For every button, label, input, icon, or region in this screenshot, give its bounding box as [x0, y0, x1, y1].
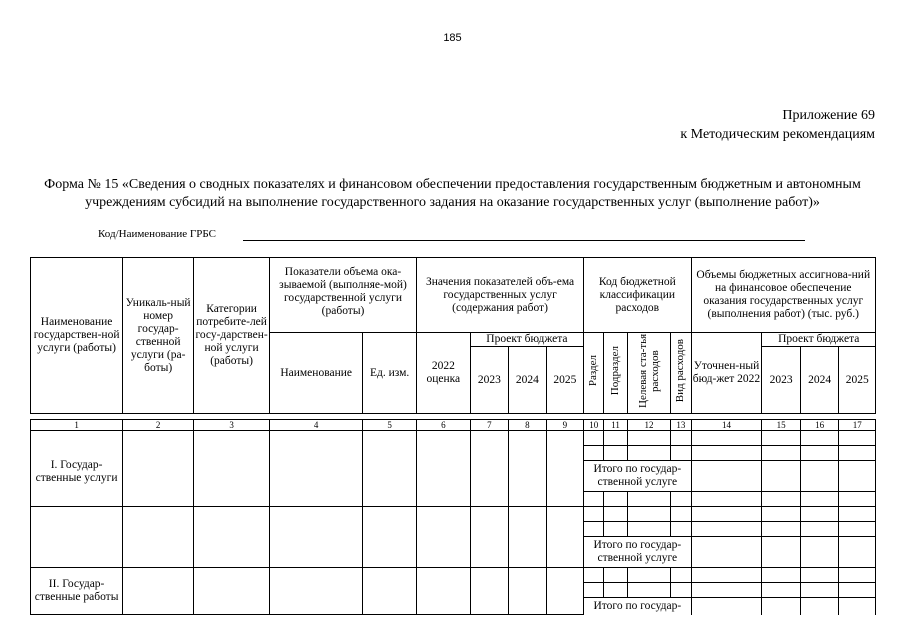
- table-cell[interactable]: [800, 492, 838, 507]
- grbs-label: Код/Наименование ГРБС: [98, 228, 216, 240]
- table-cell[interactable]: [691, 446, 762, 461]
- table-cell[interactable]: [604, 492, 627, 507]
- itogo-label: Итого по государ-ственной услуге: [584, 461, 691, 492]
- form-title: Форма № 15 «Сведения о сводных показателях и финансовом обеспечении предоставления государственным бюджетным и автономным учреждениям субсидий на выполнение государственного задания на оказание государственных услуг (выполнение работ)»: [44, 177, 861, 210]
- table-cell[interactable]: [800, 446, 838, 461]
- table-cell[interactable]: [839, 537, 876, 568]
- table-cell[interactable]: [671, 431, 691, 446]
- table-cell[interactable]: [762, 537, 800, 568]
- table-cell[interactable]: [800, 537, 838, 568]
- table-cell[interactable]: [800, 461, 838, 492]
- table-cell[interactable]: [691, 461, 762, 492]
- table-cell[interactable]: [363, 507, 417, 568]
- header-expense-type: [671, 333, 691, 414]
- table-cell[interactable]: [416, 431, 470, 507]
- header-subsection-label: Подраздел: [609, 346, 622, 396]
- table-cell[interactable]: [546, 431, 584, 507]
- table-cell[interactable]: [604, 568, 627, 583]
- table-cell[interactable]: [31, 507, 123, 568]
- table-cell[interactable]: [839, 568, 876, 583]
- header-estimate-2022: 2022 оценка: [416, 333, 470, 414]
- table-cell[interactable]: [604, 583, 627, 598]
- table-row: [31, 568, 876, 583]
- header-consumer-categories: Категории потребите-лей госу-дарствен-ной услуги (работы): [194, 258, 270, 414]
- section-public-services: I. Государ-ственные услуги: [31, 431, 123, 507]
- header-subsection: [604, 333, 627, 414]
- header-values-2023: 2023: [470, 347, 508, 414]
- table-cell[interactable]: [604, 446, 627, 461]
- table-cell[interactable]: [604, 522, 627, 537]
- table-cell[interactable]: [194, 507, 270, 568]
- table-cell[interactable]: [584, 431, 604, 446]
- header-budget-project-volumes: Проект бюджета: [762, 333, 876, 347]
- table-cell[interactable]: [762, 492, 800, 507]
- table-cell[interactable]: [762, 522, 800, 537]
- table-cell[interactable]: [691, 492, 762, 507]
- header-volume-values: Значения показателей объ-ема государственных услуг (содержания работ): [416, 258, 583, 333]
- table-cell[interactable]: [800, 583, 838, 598]
- header-target-article: [627, 333, 671, 414]
- table-cell[interactable]: [416, 507, 470, 568]
- itogo-label: Итого по государ-ственной услуге: [584, 537, 691, 568]
- column-number: 4: [270, 420, 363, 431]
- column-number: 11: [604, 420, 627, 431]
- appendix-source: к Методическим рекомендациям: [680, 127, 875, 142]
- table-cell[interactable]: [604, 431, 627, 446]
- column-number: 8: [509, 420, 546, 431]
- header-values-2024: 2024: [509, 347, 546, 414]
- table-cell[interactable]: [363, 568, 417, 615]
- table-cell[interactable]: [691, 431, 762, 446]
- table-cell[interactable]: [627, 507, 671, 522]
- table-cell[interactable]: [123, 568, 194, 615]
- table-cell[interactable]: [627, 446, 671, 461]
- grbs-fill-line[interactable]: [243, 240, 805, 241]
- table-cell[interactable]: [691, 537, 762, 568]
- column-number: 1: [31, 420, 123, 431]
- table-cell[interactable]: [691, 507, 762, 522]
- header-budget-codes: Код бюджетной классификации расходов: [584, 258, 691, 333]
- table-cell[interactable]: [627, 492, 671, 507]
- column-number: 16: [800, 420, 838, 431]
- header-indicator-name: Наименование: [270, 333, 363, 414]
- table-cell[interactable]: [762, 598, 800, 615]
- table-cell[interactable]: [584, 522, 604, 537]
- table-cell[interactable]: [584, 492, 604, 507]
- header-target-article-label: Целевая ста-тья расходов: [636, 333, 661, 409]
- table-cell[interactable]: [671, 507, 691, 522]
- header-section-label: Раздел: [587, 355, 600, 387]
- appendix-number: Приложение 69: [782, 108, 875, 123]
- column-number: 2: [123, 420, 194, 431]
- table-cell[interactable]: [627, 431, 671, 446]
- table-cell[interactable]: [839, 431, 876, 446]
- column-number: 15: [762, 420, 800, 431]
- table-cell[interactable]: [627, 568, 671, 583]
- table-cell[interactable]: [270, 431, 363, 507]
- column-number: 3: [194, 420, 270, 431]
- column-number: 14: [691, 420, 762, 431]
- table-cell[interactable]: [800, 431, 838, 446]
- column-number: 9: [546, 420, 584, 431]
- header-adjusted-budget-2022: Уточнен-ный бюд-жет 2022: [691, 333, 762, 414]
- table-cell[interactable]: [691, 522, 762, 537]
- table-row: [31, 507, 876, 522]
- table-cell[interactable]: [470, 507, 508, 568]
- header-service-name: Наименование государствен-ной услуги (работы): [31, 258, 123, 414]
- table-cell[interactable]: [839, 522, 876, 537]
- table-cell[interactable]: [627, 583, 671, 598]
- table-cell[interactable]: [839, 598, 876, 615]
- table-cell[interactable]: [839, 583, 876, 598]
- table-cell[interactable]: [270, 507, 363, 568]
- appendix-reference: [680, 106, 875, 144]
- table-cell[interactable]: [839, 446, 876, 461]
- table-cell[interactable]: [671, 492, 691, 507]
- table-cell[interactable]: [800, 522, 838, 537]
- page-number: 185: [443, 32, 462, 44]
- section-public-works: II. Государ-ственные работы: [31, 568, 123, 615]
- table-cell[interactable]: [270, 568, 363, 615]
- header-row-1: [31, 258, 876, 333]
- header-unique-number: Уникаль-ный номер государ-ственной услуги (ра-боты): [123, 258, 194, 414]
- table-cell[interactable]: [671, 522, 691, 537]
- table-cell[interactable]: [363, 431, 417, 507]
- table-cell[interactable]: [839, 461, 876, 492]
- table-cell[interactable]: [546, 507, 584, 568]
- table-cell[interactable]: [194, 431, 270, 507]
- table-cell[interactable]: [800, 568, 838, 583]
- column-number-row: [31, 420, 876, 431]
- table-cell[interactable]: [627, 522, 671, 537]
- header-budget-project-values: Проект бюджета: [470, 333, 583, 347]
- header-values-2025: 2025: [546, 347, 584, 414]
- table-cell[interactable]: [762, 446, 800, 461]
- table-cell[interactable]: [416, 568, 470, 615]
- table-cell[interactable]: [123, 507, 194, 568]
- table-cell[interactable]: [584, 446, 604, 461]
- table-cell[interactable]: [470, 568, 508, 615]
- column-number: 10: [584, 420, 604, 431]
- summary-table: [30, 257, 876, 615]
- table-cell[interactable]: [671, 446, 691, 461]
- table-cell[interactable]: [584, 583, 604, 598]
- header-unit: Ед. изм.: [363, 333, 417, 414]
- table-cell[interactable]: [509, 431, 546, 507]
- table-row: [31, 431, 876, 446]
- table-cell[interactable]: [762, 583, 800, 598]
- table-cell[interactable]: [509, 507, 546, 568]
- column-number: 12: [627, 420, 671, 431]
- table-cell[interactable]: [671, 583, 691, 598]
- table-cell[interactable]: [123, 431, 194, 507]
- table-cell[interactable]: [800, 507, 838, 522]
- table-cell[interactable]: [762, 461, 800, 492]
- table-cell[interactable]: [194, 568, 270, 615]
- column-number: 13: [671, 420, 691, 431]
- table-cell[interactable]: [604, 507, 627, 522]
- column-number: 7: [470, 420, 508, 431]
- table-cell[interactable]: [762, 507, 800, 522]
- table-cell[interactable]: [762, 568, 800, 583]
- column-number: 17: [839, 420, 876, 431]
- table-cell[interactable]: [691, 598, 762, 615]
- header-volume-indicators: Показатели объема ока-зываемой (выполняе-мой) государственной услуги (работы): [270, 258, 417, 333]
- table-cell[interactable]: [691, 583, 762, 598]
- table-cell[interactable]: [671, 568, 691, 583]
- table-cell[interactable]: [584, 568, 604, 583]
- itogo-label: Итого по государ-: [584, 598, 691, 615]
- table-cell[interactable]: [546, 568, 584, 615]
- table-cell[interactable]: [839, 492, 876, 507]
- table-cell[interactable]: [470, 431, 508, 507]
- header-funding-volumes: Объемы бюджетных ассигнова-ний на финансовое обеспечение оказания государственных услуг (выполнения работ) (тыс. руб.): [691, 258, 875, 333]
- header-volumes-2023: 2023: [762, 347, 800, 414]
- header-volumes-2025: 2025: [839, 347, 876, 414]
- column-number: 6: [416, 420, 470, 431]
- table-cell[interactable]: [584, 507, 604, 522]
- table-cell[interactable]: [762, 431, 800, 446]
- table-cell[interactable]: [800, 598, 838, 615]
- table-cell[interactable]: [691, 568, 762, 583]
- column-number: 5: [363, 420, 417, 431]
- header-section: [584, 333, 604, 414]
- table-cell[interactable]: [509, 568, 546, 615]
- header-volumes-2024: 2024: [800, 347, 838, 414]
- header-expense-type-label: Вид расходов: [674, 339, 687, 403]
- table-cell[interactable]: [839, 507, 876, 522]
